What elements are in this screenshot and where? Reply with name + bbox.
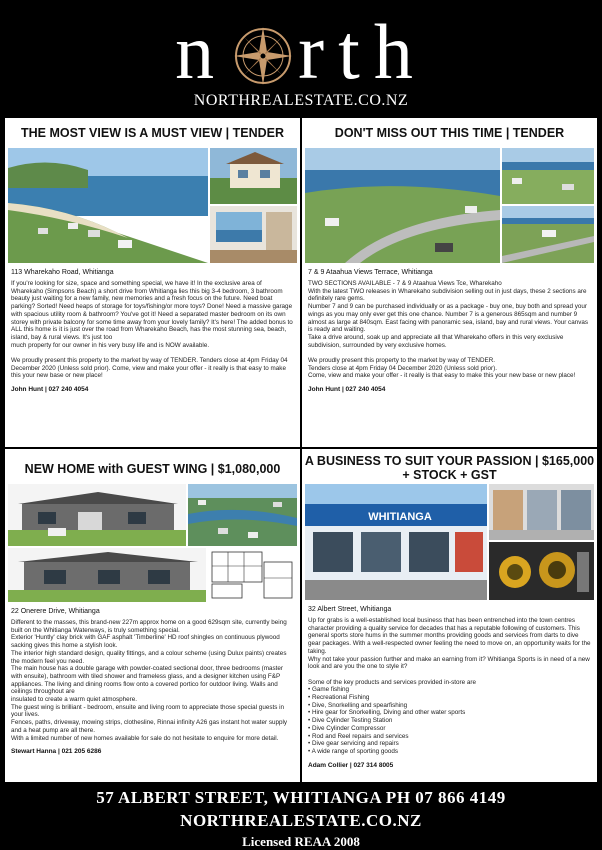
listing-address: 113 Wharekaho Road, Whitianga	[11, 269, 114, 276]
photo-shop-front[interactable]	[305, 484, 487, 600]
listing-photos	[8, 484, 297, 602]
listing-photos	[305, 148, 594, 263]
footer	[0, 782, 602, 850]
photo-deck-view[interactable]	[210, 206, 297, 263]
photo-waterways-aerial[interactable]	[188, 484, 297, 546]
photo-street-view[interactable]	[502, 206, 594, 263]
header-website[interactable]: NORTHREALESTATE.CO.NZ	[193, 92, 409, 109]
photo-aerial-bay[interactable]	[8, 148, 208, 263]
photo-shop-interior[interactable]	[489, 484, 594, 540]
photo-subdivision-aerial[interactable]	[305, 148, 500, 263]
logo-text-right: rth	[298, 8, 427, 95]
listing-agent[interactable]: Adam Collier | 027 314 8005	[308, 761, 394, 769]
photo-floor-plan[interactable]	[208, 548, 297, 602]
listing-address: 7 & 9 Ataahua Views Terrace, Whitianga	[308, 269, 433, 276]
photo-render-front[interactable]	[8, 484, 186, 546]
listing-address: 22 Onerere Drive, Whitianga	[11, 608, 100, 615]
listing-title: A BUSINESS TO SUIT YOUR PASSION | $165,000 + STOCK + GST	[304, 454, 595, 482]
photo-render-rear[interactable]	[8, 548, 206, 602]
listing-card-wharekaho-road[interactable]	[5, 118, 300, 447]
shop-sign: WHITIANGA	[368, 511, 432, 523]
footer-website[interactable]: NORTHREALESTATE.CO.NZ	[180, 811, 422, 830]
listing-agent[interactable]: John Hunt | 027 240 4054	[308, 386, 386, 394]
photo-fishing-reels[interactable]	[489, 542, 594, 600]
photo-house-exterior[interactable]	[210, 148, 297, 204]
logo-text-left: n	[175, 8, 229, 95]
listing-description: If you're looking for size, space and something special, we have it! In the exclusive area of Wharekaho (Simpsons Beach) a short drive from Whitianga lies this big 3-4 bedroom, 3 bathroom beauty just waiting for a new family, new memories and a fresh focus on the future. Need boat parking? Sorted! Need heaps of storage for toys/fishing/or more toys? Done! Need a massive garage with spacious utility room & bathroom? You've got it! Need a separated master bedroom on its own storey with private balcony for some time away from your lovely family? It's here! The added bonus to ALL this home is it is just over the road from Wharekaho Beach, has the most stunning sea, beach, island, bay & rural views. It's just too much property for our owner in his very busy life and is NOW available. We proudly present this property to the market by way of TENDER. Tenders close at 4pm Friday 04 December 2020 (Unless sold prior). Come, view and make your offer - it really is that easy to make this your new base or new place!	[11, 280, 293, 380]
listing-description: TWO SECTIONS AVAILABLE - 7 & 9 Ataahua Views Tce, Wharekaho With the latest TWO releases in Wharekaho subdivision selling out in just days, these 2 sections are definitely rare gems. Number 7 and 9 can be purchased individually or as a package - buy one, buy both and spread your wings as you may only ever get this one chance. Number 7 is a generous 865sqm and number 9 almost as large at 840sqm. East facing with panoramic sea, island, bay and rural views. Your canvas is ready and waiting. Take a drive around, soak up and appreciate all that Wharekaho offers in this very exclusive subdivision, surrounded by very exclusive homes. We proudly present this property to the market by way of TENDER. Tenders close at 4pm Friday 04 December 2020 (Unless sold prior). Come, view and make your offer - it really is that easy to make this your new base or new place!	[308, 280, 589, 380]
listing-address: 32 Albert Street, Whitianga	[308, 606, 392, 613]
listing-photos	[8, 148, 297, 263]
photo-sections-view[interactable]	[502, 148, 594, 204]
listing-title: NEW HOME with GUEST WING | $1,080,000	[24, 462, 281, 476]
north-logo[interactable]	[0, 8, 602, 95]
listings-grid	[5, 118, 597, 782]
listing-photos	[305, 484, 594, 600]
listing-card-albert-street[interactable]	[302, 449, 597, 782]
listing-description: Different to the masses, this brand-new 227m approx home on a good 629sqm site, currently being built on the Whitianga Waterways, is truly something special. Exterior 'Huntly' clay brick with GAF asphalt 'Timberline' HD roof shingles on continuous plywood sacking gives this home a stylish look. The interior high standard design, quality fittings, and a colour scheme (using Dulux paints) creates the modern feel you need. The main house has a double garage with powder-coated sectional door, three bedrooms (master with ensuite), bathroom with tiled shower and frameless glass, and a designer kitchen using F&P appliances. The living and dining rooms flow onto a covered portico for outdoor living. Walls and ceilings throughout are insulated to create a warm quiet atmosphere. The guest wing is brilliant - bedroom, ensuite and living room to appreciate those special guests in your lives. Fences, paths, driveway, mowing strips, clothesline, Rinnai infinity A26 gas instant hot water supply and a heat pump are all there. With a limited number of new homes available for sale do not hesitate to enquire for more detail.	[11, 619, 288, 742]
listing-title: THE MOST VIEW IS A MUST VIEW | TENDER	[21, 126, 284, 140]
header	[0, 0, 602, 118]
listing-card-ataahua-views[interactable]	[302, 118, 597, 447]
footer-licence: Licensed REAA 2008	[242, 834, 360, 849]
listing-agent[interactable]: John Hunt | 027 240 4054	[11, 386, 89, 394]
compass-rose-icon	[232, 23, 294, 85]
listing-description: Up for grabs is a well-established local business that has been entrenched into the town centres character providing a quality service for decades that has a reputable following of customers. This general sports store hums in the summer months providing goods and services from darts to dive gear packages. With a well-respected owner feeling the need to move on, an opportunity waits for the taking. Why not take your passion further and make an earning from it? Whitianga Sports is in need of a new look and are you the one to style it? Some of the key products and services provided in-store are • Game fishing • Recreational Fishing • Dive, Snorkelling and spearfishing • Hire gear for Snorkelling, Diving and other water sports • Dive Cylinder Testing Station • Dive Cylinder Compressor • Rod and Reel repairs and services • Dive gear servicing and repairs • A wide range of sporting goods	[308, 617, 591, 755]
listing-title: DON'T MISS OUT THIS TIME | TENDER	[334, 126, 565, 140]
listing-agent[interactable]: Stewart Hanna | 021 205 6286	[11, 748, 102, 756]
footer-address: 57 ALBERT STREET, WHITIANGA PH 07 866 4149	[96, 788, 506, 807]
listing-card-onerere-drive[interactable]	[5, 449, 300, 782]
